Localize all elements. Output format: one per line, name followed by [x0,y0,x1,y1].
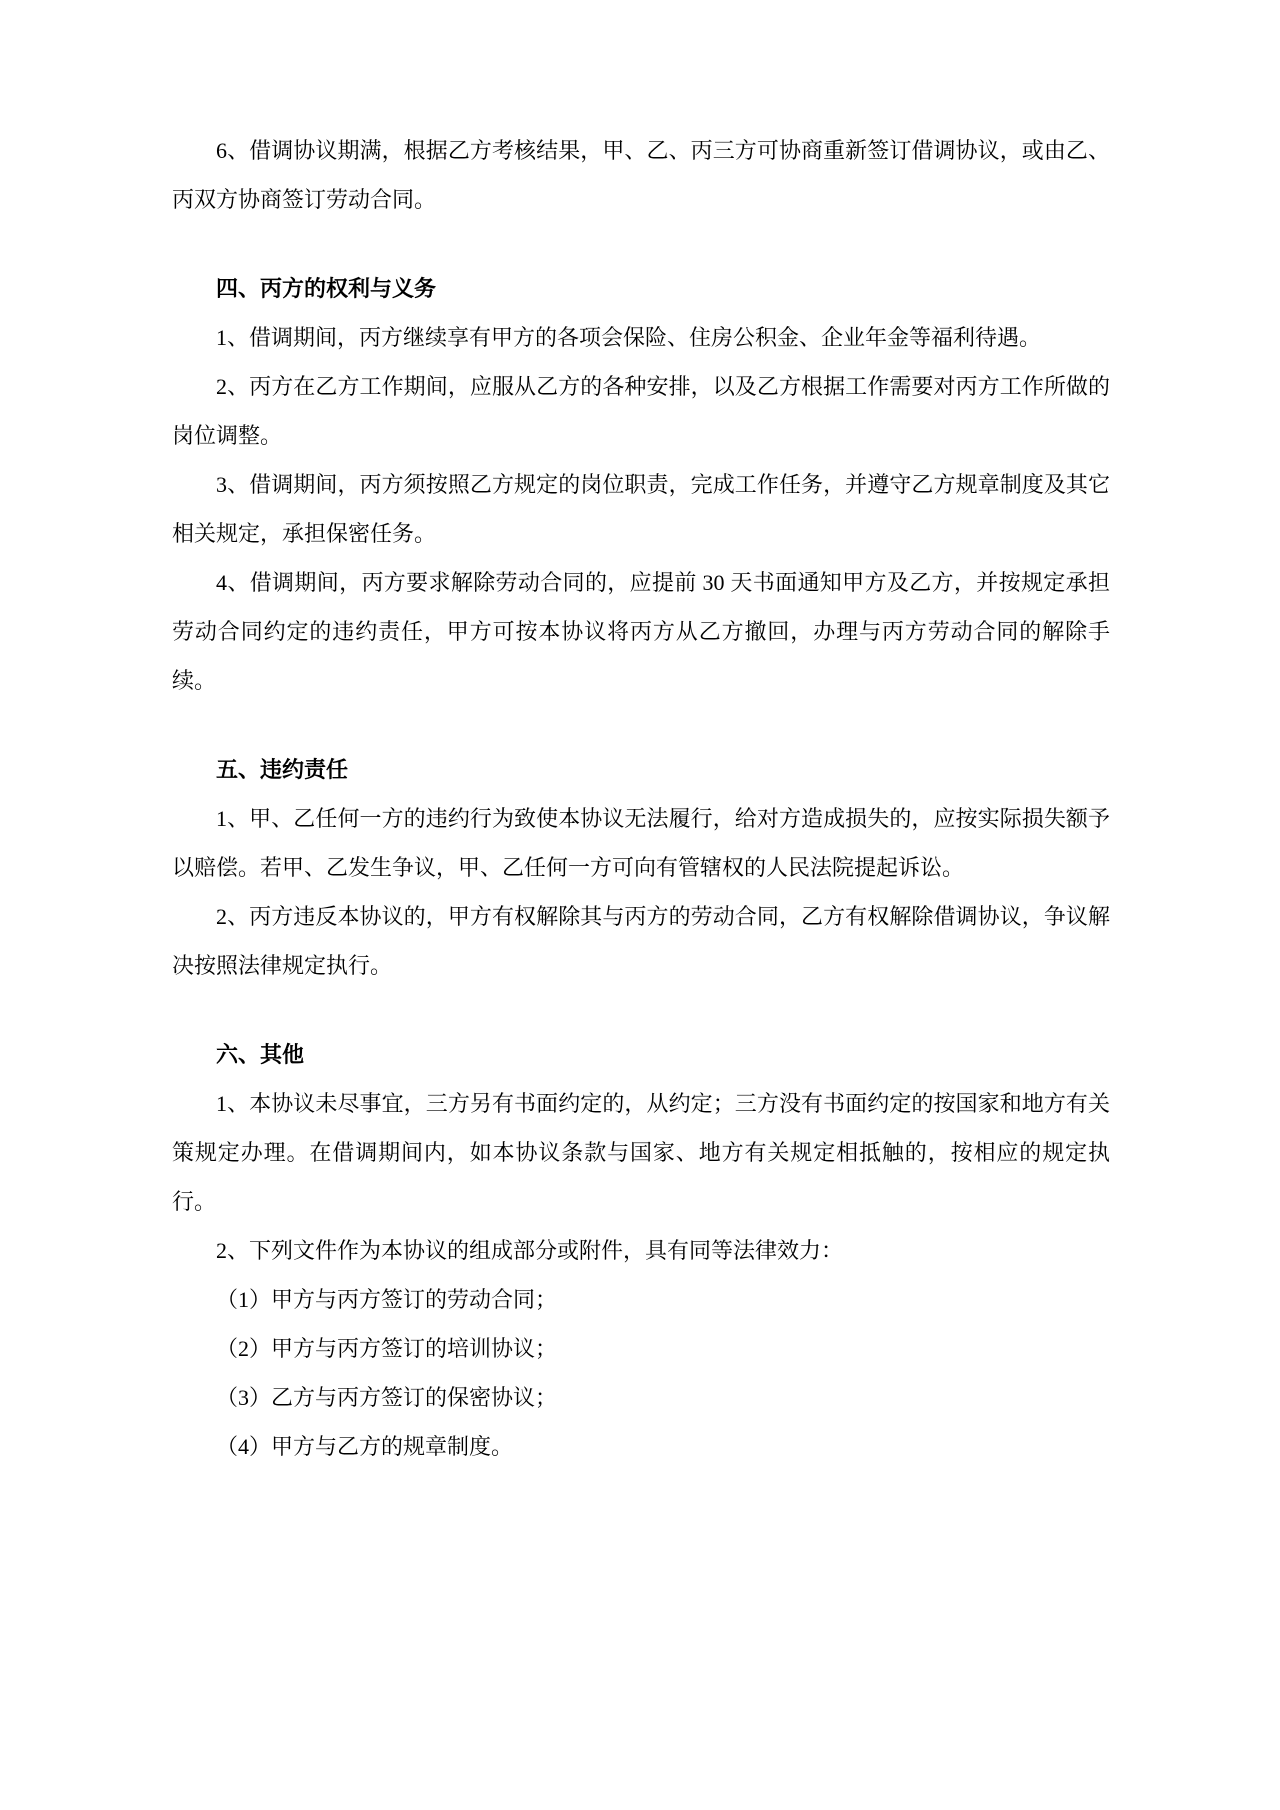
attachment-item-2: （2）甲方与丙方签订的培训协议； [216,1336,558,1361]
clause-section4-item4: 4、借调期间，丙方要求解除劳动合同的，应提前 30 天书面通知甲方及乙方，并按规定承担劳动合同约定的违约责任，甲方可按本协议将丙方从乙方撤回，办理与丙方劳动合同的解除手续。 [172,570,1110,693]
clause-section4-item3: 3、借调期间，丙方须按照乙方规定的岗位职责，完成工作任务，并遵守乙方规章制度及其它相关规定，承担保密任务。 [172,472,1110,546]
clause-section5-item2: 2、丙方违反本协议的，甲方有权解除其与丙方的劳动合同，乙方有权解除借调协议，争议解决按照法律规定执行。 [172,904,1110,978]
clause-section5-item1: 1、甲、乙任何一方的违约行为致使本协议无法履行，给对方造成损失的，应按实际损失额予以赔偿。若甲、乙发生争议，甲、乙任何一方可向有管辖权的人民法院提起诉讼。 [172,806,1110,880]
clause-section4-item2: 2、丙方在乙方工作期间，应服从乙方的各种安排，以及乙方根据工作需要对丙方工作所做的岗位调整。 [172,374,1110,448]
clause-section6-item1: 1、本协议未尽事宜，三方另有书面约定的，从约定；三方没有书面约定的按国家和地方有关策规定办理。在借调期间内，如本协议条款与国家、地方有关规定相抵触的，按相应的规定执行。 [172,1091,1110,1214]
attachment-item-3: （3）乙方与丙方签订的保密协议； [216,1385,558,1410]
clause-section4-item1: 1、借调期间，丙方继续享有甲方的各项会保险、住房公积金、企业年金等福利待遇。 [216,325,1042,350]
clause-section3-item6: 6、借调协议期满，根据乙方考核结果，甲、乙、丙三方可协商重新签订借调协议，或由乙、丙双方协商签订劳动合同。 [172,138,1110,212]
section-5-heading: 五、违约责任 [216,757,349,782]
section-6-heading: 六、其他 [216,1042,305,1067]
clause-section6-item2: 2、下列文件作为本协议的组成部分或附件，具有同等法律效力： [216,1238,844,1263]
attachment-item-4: （4）甲方与乙方的规章制度。 [216,1434,514,1459]
attachment-item-1: （1）甲方与丙方签订的劳动合同； [216,1287,558,1312]
section-4-heading: 四、丙方的权利与义务 [216,276,437,301]
